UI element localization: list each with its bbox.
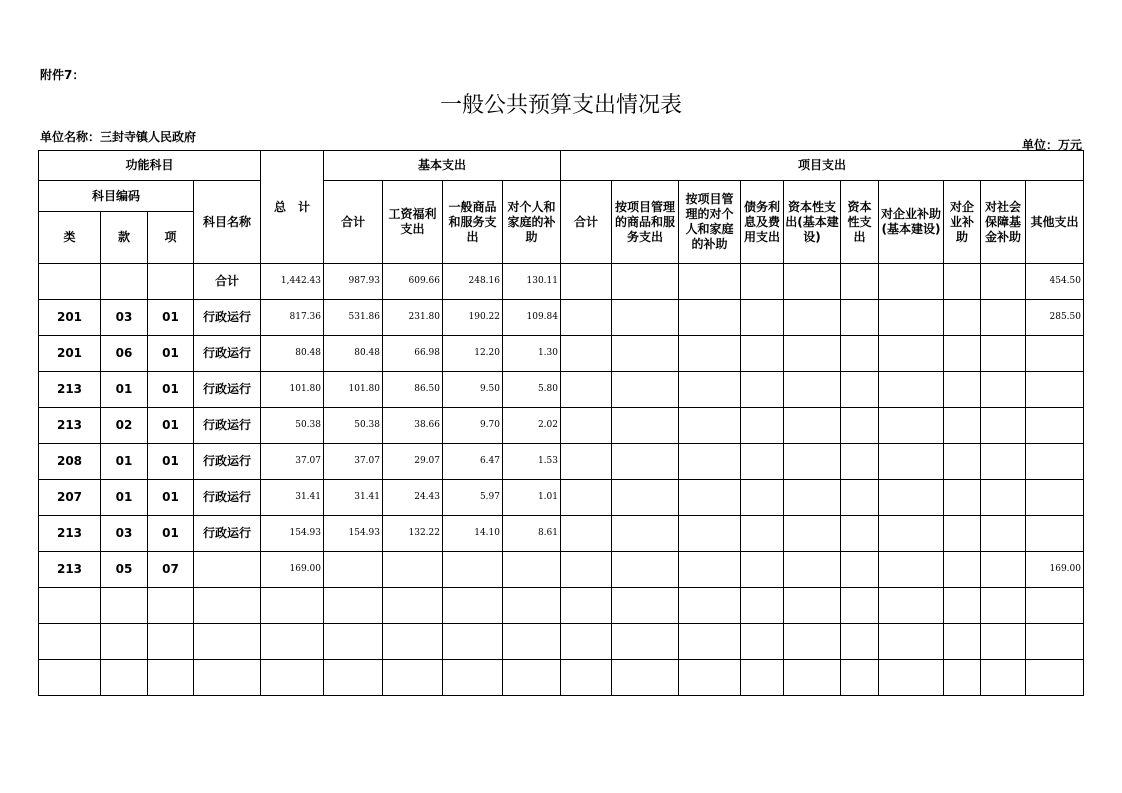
cell-empty (944, 408, 981, 444)
cell-basic-sum: 31.41 (324, 480, 383, 516)
header-project: 项目支出 (561, 151, 1084, 181)
cell-wages (383, 624, 443, 660)
cell-goods: 6.47 (443, 444, 503, 480)
cell-empty (612, 336, 679, 372)
cell-total: 37.07 (261, 444, 324, 480)
currency-unit: 单位：万元 (1021, 138, 1082, 152)
cell-empty (841, 372, 879, 408)
cell-basic-sum: 101.80 (324, 372, 383, 408)
cell-goods: 5.97 (443, 480, 503, 516)
cell-goods: 14.10 (443, 516, 503, 552)
cell-total: 31.41 (261, 480, 324, 516)
cell-personal: 130.11 (503, 264, 561, 300)
cell-empty (879, 300, 944, 336)
cell-empty (879, 624, 944, 660)
budget-table (38, 150, 1084, 696)
table-row (39, 624, 1084, 660)
cell-lei: 201 (39, 300, 101, 336)
cell-xiang: 01 (148, 300, 194, 336)
cell-empty (841, 624, 879, 660)
cell-personal (503, 624, 561, 660)
cell-empty (612, 624, 679, 660)
cell-lei (39, 624, 101, 660)
cell-empty (784, 264, 841, 300)
cell-empty (879, 552, 944, 588)
cell-empty (741, 408, 784, 444)
cell-basic-sum: 987.93 (324, 264, 383, 300)
cell-goods (443, 588, 503, 624)
cell-empty (679, 300, 741, 336)
header-goods: 一般商品和服务支出 (443, 181, 503, 264)
cell-personal: 5.80 (503, 372, 561, 408)
cell-empty (679, 660, 741, 696)
table-row (39, 372, 1084, 408)
cell-goods: 9.50 (443, 372, 503, 408)
cell-xiang (148, 264, 194, 300)
header-wages: 工资福利支出 (383, 181, 443, 264)
cell-total: 50.38 (261, 408, 324, 444)
table-body (39, 264, 1084, 696)
cell-empty (944, 444, 981, 480)
cell-lei (39, 660, 101, 696)
cell-empty (944, 660, 981, 696)
header-debt: 债务利息及费用支出 (741, 181, 784, 264)
header-basic-sum: 合计 (324, 181, 383, 264)
cell-empty (944, 372, 981, 408)
cell-total: 154.93 (261, 516, 324, 552)
cell-empty (944, 336, 981, 372)
cell-empty (741, 300, 784, 336)
cell-name: 行政运行 (194, 336, 261, 372)
cell-empty (561, 588, 612, 624)
cell-empty (679, 444, 741, 480)
cell-empty (741, 624, 784, 660)
cell-empty (784, 660, 841, 696)
header-kuan: 款 (101, 212, 148, 264)
cell-kuan: 03 (101, 300, 148, 336)
cell-empty (612, 660, 679, 696)
cell-empty (741, 516, 784, 552)
cell-empty (944, 264, 981, 300)
cell-xiang: 01 (148, 372, 194, 408)
cell-basic-sum: 50.38 (324, 408, 383, 444)
cell-empty (981, 552, 1026, 588)
cell-lei: 213 (39, 408, 101, 444)
cell-wages: 24.43 (383, 480, 443, 516)
cell-empty (944, 588, 981, 624)
cell-empty (784, 444, 841, 480)
cell-personal: 109.84 (503, 300, 561, 336)
cell-empty (612, 408, 679, 444)
cell-xiang: 01 (148, 408, 194, 444)
cell-empty (612, 444, 679, 480)
cell-total: 80.48 (261, 336, 324, 372)
cell-empty (561, 372, 612, 408)
cell-empty (981, 480, 1026, 516)
table-row (39, 588, 1084, 624)
page-title: 一般公共预算支出情况表 (439, 93, 682, 118)
cell-empty (679, 264, 741, 300)
cell-name: 行政运行 (194, 300, 261, 336)
cell-wages: 29.07 (383, 444, 443, 480)
cell-personal: 8.61 (503, 516, 561, 552)
cell-empty (981, 588, 1026, 624)
cell-basic-sum (324, 660, 383, 696)
header-proj-goods: 按项目管理的商品和服务支出 (612, 181, 679, 264)
cell-name: 行政运行 (194, 372, 261, 408)
cell-empty (679, 372, 741, 408)
cell-empty (981, 660, 1026, 696)
cell-empty (944, 624, 981, 660)
cell-empty (612, 552, 679, 588)
cell-empty (612, 480, 679, 516)
cell-empty (981, 444, 1026, 480)
cell-empty (879, 372, 944, 408)
cell-other: 285.50 (1026, 300, 1084, 336)
cell-empty (784, 336, 841, 372)
cell-empty (679, 336, 741, 372)
cell-empty (679, 516, 741, 552)
header-functional: 功能科目 (39, 151, 261, 181)
cell-empty (944, 480, 981, 516)
cell-empty (981, 336, 1026, 372)
cell-empty (841, 408, 879, 444)
cell-basic-sum: 531.86 (324, 300, 383, 336)
cell-name (194, 660, 261, 696)
cell-basic-sum (324, 588, 383, 624)
cell-empty (981, 372, 1026, 408)
cell-empty (981, 300, 1026, 336)
cell-kuan: 01 (101, 444, 148, 480)
cell-empty (612, 588, 679, 624)
cell-empty (741, 660, 784, 696)
cell-other (1026, 372, 1084, 408)
cell-other (1026, 444, 1084, 480)
header-capital-basic: 资本性支出(基本建设) (784, 181, 841, 264)
cell-empty (784, 300, 841, 336)
cell-empty (679, 480, 741, 516)
cell-empty (879, 336, 944, 372)
table-row (39, 408, 1084, 444)
cell-empty (784, 516, 841, 552)
cell-kuan: 01 (101, 480, 148, 516)
cell-goods: 190.22 (443, 300, 503, 336)
table-row (39, 516, 1084, 552)
cell-name (194, 624, 261, 660)
cell-empty (561, 408, 612, 444)
cell-lei: 208 (39, 444, 101, 480)
cell-empty (841, 588, 879, 624)
cell-other: 169.00 (1026, 552, 1084, 588)
cell-personal (503, 660, 561, 696)
cell-other (1026, 660, 1084, 696)
cell-empty (561, 480, 612, 516)
cell-kuan: 01 (101, 372, 148, 408)
cell-empty (561, 552, 612, 588)
header-basic: 基本支出 (324, 151, 561, 181)
cell-other (1026, 336, 1084, 372)
cell-other (1026, 480, 1084, 516)
cell-xiang (148, 660, 194, 696)
header-total: 总 计 (261, 151, 324, 264)
cell-empty (612, 516, 679, 552)
cell-xiang: 01 (148, 444, 194, 480)
cell-other (1026, 624, 1084, 660)
cell-kuan: 03 (101, 516, 148, 552)
cell-empty (981, 516, 1026, 552)
cell-empty (784, 588, 841, 624)
cell-empty (841, 264, 879, 300)
cell-empty (879, 660, 944, 696)
cell-other: 454.50 (1026, 264, 1084, 300)
cell-empty (561, 264, 612, 300)
cell-name: 行政运行 (194, 480, 261, 516)
cell-empty (879, 408, 944, 444)
cell-empty (741, 372, 784, 408)
cell-empty (879, 588, 944, 624)
cell-basic-sum: 80.48 (324, 336, 383, 372)
cell-wages: 231.80 (383, 300, 443, 336)
header-enterprise: 对企业补助 (944, 181, 981, 264)
header-capital: 资本性支出 (841, 181, 879, 264)
cell-empty (679, 552, 741, 588)
cell-personal: 2.02 (503, 408, 561, 444)
cell-name: 行政运行 (194, 444, 261, 480)
cell-xiang: 01 (148, 516, 194, 552)
cell-wages (383, 660, 443, 696)
table-row (39, 336, 1084, 372)
cell-empty (612, 300, 679, 336)
cell-lei: 207 (39, 480, 101, 516)
cell-total: 169.00 (261, 552, 324, 588)
cell-wages (383, 588, 443, 624)
cell-empty (841, 444, 879, 480)
header-proj-sum: 合计 (561, 181, 612, 264)
cell-lei: 213 (39, 516, 101, 552)
cell-kuan (101, 588, 148, 624)
cell-wages: 66.98 (383, 336, 443, 372)
cell-empty (679, 588, 741, 624)
cell-empty (879, 480, 944, 516)
cell-goods (443, 552, 503, 588)
cell-empty (981, 264, 1026, 300)
table-row (39, 264, 1084, 300)
cell-xiang: 01 (148, 336, 194, 372)
cell-empty (879, 516, 944, 552)
cell-empty (841, 336, 879, 372)
header-code: 科目编码 (39, 181, 194, 212)
cell-empty (784, 552, 841, 588)
cell-total: 1,442.43 (261, 264, 324, 300)
header-personal: 对个人和家庭的补助 (503, 181, 561, 264)
cell-empty (784, 624, 841, 660)
cell-empty (841, 552, 879, 588)
cell-empty (561, 300, 612, 336)
cell-empty (841, 516, 879, 552)
cell-goods: 248.16 (443, 264, 503, 300)
cell-kuan: 06 (101, 336, 148, 372)
table-row (39, 480, 1084, 516)
table-row (39, 300, 1084, 336)
cell-empty (879, 264, 944, 300)
cell-empty (741, 264, 784, 300)
cell-total (261, 660, 324, 696)
table-row (39, 552, 1084, 588)
header-xiang: 项 (148, 212, 194, 264)
cell-xiang (148, 588, 194, 624)
cell-personal: 1.30 (503, 336, 561, 372)
annex-label: 附件7： (40, 68, 85, 82)
table-row (39, 660, 1084, 696)
cell-empty (612, 264, 679, 300)
cell-name: 行政运行 (194, 408, 261, 444)
header-social: 对社会保障基金补助 (981, 181, 1026, 264)
cell-basic-sum (324, 552, 383, 588)
cell-empty (561, 444, 612, 480)
cell-kuan (101, 660, 148, 696)
cell-personal: 1.53 (503, 444, 561, 480)
cell-xiang (148, 624, 194, 660)
cell-empty (741, 480, 784, 516)
cell-total: 101.80 (261, 372, 324, 408)
cell-kuan: 02 (101, 408, 148, 444)
cell-personal (503, 588, 561, 624)
cell-empty (944, 552, 981, 588)
cell-lei (39, 264, 101, 300)
header-lei: 类 (39, 212, 101, 264)
cell-other (1026, 408, 1084, 444)
cell-wages: 86.50 (383, 372, 443, 408)
cell-other (1026, 588, 1084, 624)
cell-wages (383, 552, 443, 588)
header-subject-name: 科目名称 (194, 181, 261, 264)
cell-empty (944, 300, 981, 336)
cell-xiang: 01 (148, 480, 194, 516)
cell-kuan (101, 624, 148, 660)
cell-basic-sum (324, 624, 383, 660)
cell-total: 817.36 (261, 300, 324, 336)
cell-goods (443, 660, 503, 696)
cell-xiang: 07 (148, 552, 194, 588)
cell-name: 行政运行 (194, 516, 261, 552)
cell-basic-sum: 37.07 (324, 444, 383, 480)
cell-total (261, 624, 324, 660)
cell-empty (561, 336, 612, 372)
cell-empty (784, 480, 841, 516)
cell-other (1026, 516, 1084, 552)
cell-empty (561, 624, 612, 660)
cell-name: 合计 (194, 264, 261, 300)
cell-lei: 213 (39, 372, 101, 408)
cell-empty (841, 660, 879, 696)
cell-lei (39, 588, 101, 624)
cell-empty (741, 336, 784, 372)
cell-goods: 12.20 (443, 336, 503, 372)
cell-goods (443, 624, 503, 660)
table-row (39, 444, 1084, 480)
cell-wages: 38.66 (383, 408, 443, 444)
cell-empty (679, 624, 741, 660)
header-other: 其他支出 (1026, 181, 1084, 264)
cell-personal (503, 552, 561, 588)
cell-name (194, 552, 261, 588)
cell-total (261, 588, 324, 624)
header-enterprise-basic: 对企业补助(基本建设) (879, 181, 944, 264)
cell-basic-sum: 154.93 (324, 516, 383, 552)
cell-empty (612, 372, 679, 408)
cell-lei: 213 (39, 552, 101, 588)
unit-name: 单位名称：三封寺镇人民政府 (40, 130, 197, 144)
cell-empty (981, 624, 1026, 660)
cell-goods: 9.70 (443, 408, 503, 444)
cell-wages: 609.66 (383, 264, 443, 300)
cell-lei: 201 (39, 336, 101, 372)
header-proj-personal: 按项目管理的对个人和家庭的补助 (679, 181, 741, 264)
cell-empty (561, 516, 612, 552)
cell-empty (981, 408, 1026, 444)
cell-personal: 1.01 (503, 480, 561, 516)
cell-empty (841, 480, 879, 516)
cell-empty (741, 444, 784, 480)
cell-wages: 132.22 (383, 516, 443, 552)
cell-empty (784, 372, 841, 408)
cell-empty (561, 660, 612, 696)
cell-name (194, 588, 261, 624)
cell-empty (679, 408, 741, 444)
cell-empty (841, 300, 879, 336)
cell-empty (784, 408, 841, 444)
cell-empty (944, 516, 981, 552)
cell-empty (741, 552, 784, 588)
cell-empty (879, 444, 944, 480)
cell-kuan: 05 (101, 552, 148, 588)
cell-kuan (101, 264, 148, 300)
cell-empty (741, 588, 784, 624)
